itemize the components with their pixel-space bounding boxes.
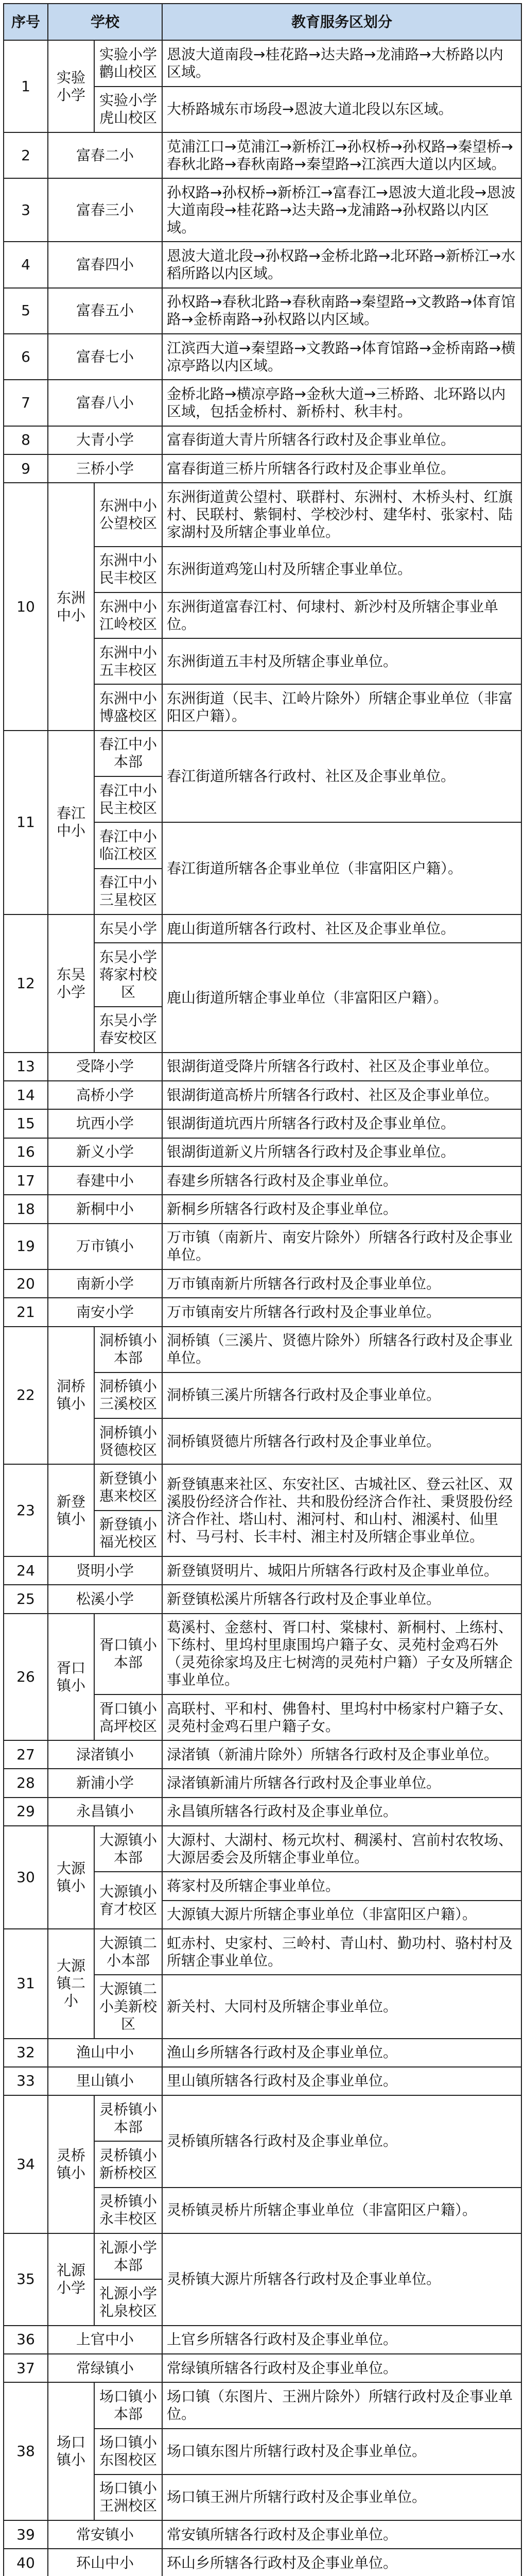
table-row	[4, 2382, 521, 2428]
row-seq: 31	[4, 1929, 48, 2039]
row-seq: 35	[4, 2233, 48, 2326]
campus-name: 东洲中小五丰校区	[94, 638, 162, 684]
service-area: 万市镇南新片所辖各行政村及企事业单位。	[162, 1269, 521, 1298]
table-row	[4, 1614, 521, 1694]
campus-name: 胥口镇小高坪校区	[94, 1694, 162, 1740]
table-row	[4, 2067, 521, 2095]
row-seq: 14	[4, 1081, 48, 1109]
school-name: 富春五小	[48, 288, 162, 334]
campus-name: 春江中小临江校区	[94, 822, 162, 868]
header-area: 教育服务区划分	[162, 4, 521, 40]
service-area: 新登镇贤明片、城阳片所辖各行政村及企事业单位。	[162, 1556, 521, 1585]
service-area: 常绿镇所辖各行政村及企事业单位。	[162, 2354, 521, 2382]
row-seq: 6	[4, 334, 48, 380]
service-area: 大桥路城东市场段→恩波大道北段以东区域。	[162, 87, 521, 132]
table-row	[4, 1053, 521, 1081]
school-name: 渌渚镇小	[48, 1740, 162, 1769]
school-name: 三桥小学	[48, 454, 162, 483]
school-name: 南新小学	[48, 1269, 162, 1298]
campus-name: 东洲中小博盛校区	[94, 684, 162, 730]
campus-name: 新登镇小福光校区	[94, 1511, 162, 1556]
table-row	[4, 454, 521, 483]
service-area: 春建乡所辖各行政村及企事业单位。	[162, 1166, 521, 1195]
row-seq: 16	[4, 1138, 48, 1166]
service-area: 孙权路→孙权桥→新桥江→富春江→恩波大道北段→恩波大道南段→桂花路→达夫路→龙浦路→孙权路以内区域。	[162, 178, 521, 242]
table-row	[4, 1138, 521, 1166]
table-row	[4, 1224, 521, 1269]
service-area: 鹿山街道所辖各行政村、社区及企事业单位。	[162, 914, 521, 943]
campus-name: 礼源小学礼泉校区	[94, 2279, 162, 2325]
service-area: 银湖街道坑西片所辖各行政村及企事业单位。	[162, 1109, 521, 1138]
school-name: 大源镇小	[48, 1826, 94, 1929]
table-row	[4, 1109, 521, 1138]
row-seq: 25	[4, 1585, 48, 1613]
table-row	[4, 2095, 521, 2141]
school-name: 渔山中小	[48, 2039, 162, 2067]
row-seq: 29	[4, 1798, 48, 1826]
school-name: 春建中小	[48, 1166, 162, 1195]
school-name: 实验小学	[48, 40, 94, 132]
service-area: 东洲街道黄公望村、联群村、东洲村、木桥头村、红旗村、民联村、紫铜村、学校沙村、建华村、张家村、陆家湖村及所辖企事业单位。	[162, 483, 521, 546]
school-name: 上官中小	[48, 2326, 162, 2354]
row-seq: 7	[4, 380, 48, 426]
service-area: 新关村、大同村及所辖企事业单位。	[162, 1975, 521, 2038]
row-seq: 18	[4, 1195, 48, 1223]
row-seq: 10	[4, 483, 48, 730]
table-row	[4, 914, 521, 943]
campus-name: 东吴小学春安校区	[94, 1007, 162, 1053]
service-area: 高联村、平和村、佛鲁村、里坞村中杨家村户籍子女、灵苑村金鸡石里户籍子女。	[162, 1694, 521, 1740]
service-area: 东洲街道五丰村及所辖企事业单位。	[162, 638, 521, 684]
school-name: 环山中小	[48, 2549, 162, 2576]
table-row	[4, 2039, 521, 2067]
table-row	[4, 380, 521, 426]
table-row	[4, 178, 521, 242]
service-area: 江滨西大道→秦望路→文教路→体育馆路→金桥南路→横凉亭路以内区域。	[162, 334, 521, 380]
campus-name: 大源镇二小本部	[94, 1929, 162, 1975]
table-row	[4, 242, 521, 287]
service-area: 里山镇所辖各行政村及企事业单位。	[162, 2067, 521, 2095]
service-area: 新桐乡所辖各行政村及企事业单位。	[162, 1195, 521, 1223]
service-area: 上官乡所辖各行政村及企事业单位。	[162, 2326, 521, 2354]
school-name: 常安镇小	[48, 2520, 162, 2549]
school-name: 常绿镇小	[48, 2354, 162, 2382]
table-body	[4, 40, 521, 2576]
row-seq: 36	[4, 2326, 48, 2354]
service-area: 洞桥镇（三溪片、贤德片除外）所辖各行政村及企事业单位。	[162, 1327, 521, 1372]
row-seq: 8	[4, 426, 48, 454]
school-district-table-container	[3, 3, 521, 2576]
school-name: 里山镇小	[48, 2067, 162, 2095]
service-area: 东洲街道（民丰、江岭片除外）所辖企事业单位（非富阳区户籍）。	[162, 684, 521, 730]
school-name: 富春七小	[48, 334, 162, 380]
service-area: 洞桥镇贤德片所辖各行政村及企事业单位。	[162, 1418, 521, 1464]
row-seq: 19	[4, 1224, 48, 1269]
school-name: 新义小学	[48, 1138, 162, 1166]
campus-name: 实验小学鹳山校区	[94, 40, 162, 86]
service-area: 金桥北路→横凉亭路→金秋大道→三桥路、北环路以内区域，包括金桥村、新桥村、秋丰村。	[162, 380, 521, 426]
service-area: 虹赤村、史家村、三岭村、青山村、勤功村、骆村村及所辖企事业单位。	[162, 1929, 521, 1975]
table-row	[4, 1464, 521, 1510]
service-area: 永昌镇所辖各行政村及企事业单位。	[162, 1798, 521, 1826]
service-area: 鹿山街道所辖企事业单位（非富阳区户籍）。	[162, 943, 521, 1053]
campus-name: 场口镇小本部	[94, 2382, 162, 2428]
service-area: 新登镇惠来社区、东安社区、古城社区、登云社区、双溪股份经济合作社、共和股份经济合作社、秉贤股份经济合作社、塔山村、湘河村、和山村、湘溪村、仙里村、马弓村、长丰村、湘主村及所辖企事业单位。	[162, 1464, 521, 1556]
row-seq: 4	[4, 242, 48, 287]
service-area: 场口镇（东图片、王洲片除外）所辖行政村及企事业单位。	[162, 2382, 521, 2428]
school-name: 南安小学	[48, 1298, 162, 1326]
service-area: 东洲街道富春江村、何埭村、新沙村及所辖企事业单位。	[162, 592, 521, 638]
row-seq: 3	[4, 178, 48, 242]
service-area: 蒋家村及所辖企事业单位。	[162, 1872, 521, 1900]
row-seq: 39	[4, 2520, 48, 2549]
service-area: 场口镇王洲片所辖行政村及企事业单位。	[162, 2475, 521, 2520]
school-name: 礼源小学	[48, 2233, 94, 2326]
table-row	[4, 288, 521, 334]
campus-name: 灵桥镇小本部	[94, 2095, 162, 2141]
school-name: 松溪小学	[48, 1585, 162, 1613]
row-seq: 37	[4, 2354, 48, 2382]
row-seq: 26	[4, 1614, 48, 1741]
service-area: 春江街道所辖各行政村、社区及企事业单位。	[162, 731, 521, 823]
table-row	[4, 2520, 521, 2549]
service-area: 灵桥镇所辖各行政村及企事业单位。	[162, 2095, 521, 2188]
table-row	[4, 1769, 521, 1797]
table-row	[4, 483, 521, 546]
row-seq: 21	[4, 1298, 48, 1326]
row-seq: 11	[4, 731, 48, 914]
school-name: 永昌镇小	[48, 1798, 162, 1826]
service-area: 孙权路→春秋北路→春秋南路→秦望路→文教路→体育馆路→金桥南路→孙权路以内区域。	[162, 288, 521, 334]
campus-name: 春江中小本部	[94, 731, 162, 776]
campus-name: 东洲中小江岭校区	[94, 592, 162, 638]
campus-name: 大源镇小育才校区	[94, 1872, 162, 1929]
school-name: 大源镇二小	[48, 1929, 94, 2039]
service-area: 渌渚镇（新浦片除外）所辖各行政村及企事业单位。	[162, 1740, 521, 1769]
school-name: 洞桥镇小	[48, 1327, 94, 1465]
school-name: 东吴小学	[48, 914, 94, 1053]
header-seq: 序号	[4, 4, 48, 40]
campus-name: 东洲中小民丰校区	[94, 547, 162, 592]
header-school: 学校	[48, 4, 162, 40]
row-seq: 17	[4, 1166, 48, 1195]
row-seq: 32	[4, 2039, 48, 2067]
service-area: 灵桥镇大源片所辖各行政村及企事业单位。	[162, 2233, 521, 2326]
campus-name: 洞桥镇小本部	[94, 1327, 162, 1372]
row-seq: 23	[4, 1464, 48, 1556]
campus-name: 灵桥镇小新桥校区	[94, 2141, 162, 2187]
row-seq: 9	[4, 454, 48, 483]
service-area: 葛溪村、金慈村、胥口村、棠棣村、新桐村、上练村、下练村、里坞村里康围坞户籍子女、灵苑村金鸡石外（灵苑徐家坞及庄七树湾的灵苑村户籍）子女及所辖企事业单位。	[162, 1614, 521, 1694]
service-area: 新登镇松溪片所辖各行政村及企事业单位。	[162, 1585, 521, 1613]
table-row	[4, 334, 521, 380]
service-area: 渌渚镇新浦片所辖各行政村及企事业单位。	[162, 1769, 521, 1797]
table-row	[4, 2326, 521, 2354]
school-name: 富春三小	[48, 178, 162, 242]
service-area: 恩波大道南段→桂花路→达夫路→龙浦路→大桥路以内区域。	[162, 40, 521, 86]
service-area: 万市镇（南新片、南安片除外）所辖各行政村及企事业单位。	[162, 1224, 521, 1269]
table-row	[4, 1269, 521, 1298]
school-name: 受降小学	[48, 1053, 162, 1081]
row-seq: 20	[4, 1269, 48, 1298]
table-row	[4, 426, 521, 454]
table-row	[4, 2233, 521, 2279]
school-name: 富春二小	[48, 132, 162, 178]
campus-name: 洞桥镇小贤德校区	[94, 1418, 162, 1464]
campus-name: 新登镇小惠来校区	[94, 1464, 162, 1510]
table-row	[4, 2354, 521, 2382]
school-district-table	[3, 3, 522, 2576]
row-seq: 22	[4, 1327, 48, 1465]
campus-name: 场口镇小东图校区	[94, 2429, 162, 2475]
campus-name: 大源镇小本部	[94, 1826, 162, 1872]
campus-name: 洞桥镇小三溪校区	[94, 1372, 162, 1418]
campus-name: 东洲中小公望校区	[94, 483, 162, 546]
table-row	[4, 1929, 521, 1975]
table-row	[4, 2549, 521, 2576]
campus-name: 灵桥镇小永丰校区	[94, 2188, 162, 2233]
table-row	[4, 1556, 521, 1585]
school-name: 贤明小学	[48, 1556, 162, 1585]
service-area: 东洲街道鸡笼山村及所辖企事业单位。	[162, 547, 521, 592]
row-seq: 38	[4, 2382, 48, 2520]
service-area: 富春街道三桥片所辖各行政村及企事业单位。	[162, 454, 521, 483]
school-name: 春江中小	[48, 731, 94, 914]
table-row	[4, 1195, 521, 1223]
school-name: 场口镇小	[48, 2382, 94, 2520]
campus-name: 东吴小学	[94, 914, 162, 943]
row-seq: 12	[4, 914, 48, 1053]
table-row	[4, 1740, 521, 1769]
campus-name: 礼源小学本部	[94, 2233, 162, 2279]
row-seq: 34	[4, 2095, 48, 2233]
service-area: 洞桥镇三溪片所辖各行政村及企事业单位。	[162, 1372, 521, 1418]
campus-name: 春江中小民主校区	[94, 776, 162, 822]
campus-name: 东吴小学蒋家村校区	[94, 943, 162, 1006]
service-area: 苋浦江口→苋浦江→新桥江→孙权桥→孙权路→秦望桥→春秋北路→春秋南路→秦望路→江滨西大道以内区域。	[162, 132, 521, 178]
service-area: 环山乡所辖各行政村及企事业单位。	[162, 2549, 521, 2576]
table-row	[4, 1327, 521, 1372]
school-name: 东洲中小	[48, 483, 94, 730]
service-area: 富春街道大青片所辖各行政村及企事业单位。	[162, 426, 521, 454]
row-seq: 13	[4, 1053, 48, 1081]
service-area: 银湖街道新义片所辖各行政村及企事业单位。	[162, 1138, 521, 1166]
row-seq: 28	[4, 1769, 48, 1797]
service-area: 春江街道所辖各企事业单位（非富阳区户籍）。	[162, 822, 521, 914]
service-area: 大源镇大源片所辖企事业单位（非富阳区户籍）。	[162, 1901, 521, 1929]
service-area: 恩波大道北段→孙权路→金桥北路→北环路→新桥江→水稻所路以内区域。	[162, 242, 521, 287]
row-seq: 27	[4, 1740, 48, 1769]
table-row	[4, 731, 521, 776]
table-row	[4, 40, 521, 86]
service-area: 场口镇东图片所辖行政村及企事业单位。	[162, 2429, 521, 2475]
campus-name: 春江中小三星校区	[94, 869, 162, 914]
school-name: 万市镇小	[48, 1224, 162, 1269]
service-area: 万市镇南安片所辖各行政村及企事业单位。	[162, 1298, 521, 1326]
service-area: 常安镇所辖各行政村及企事业单位。	[162, 2520, 521, 2549]
campus-name: 实验小学虎山校区	[94, 87, 162, 132]
table-row	[4, 1298, 521, 1326]
service-area: 渔山乡所辖各行政村及企事业单位。	[162, 2039, 521, 2067]
campus-name: 胥口镇小本部	[94, 1614, 162, 1694]
row-seq: 2	[4, 132, 48, 178]
table-row	[4, 1081, 521, 1109]
service-area: 大源村、大湖村、杨元坎村、稠溪村、宫前村农牧场、大源居委会及所辖企事业单位。	[162, 1826, 521, 1872]
table-row	[4, 132, 521, 178]
school-name: 富春八小	[48, 380, 162, 426]
row-seq: 1	[4, 40, 48, 132]
table-row	[4, 1798, 521, 1826]
row-seq: 40	[4, 2549, 48, 2576]
school-name: 新桐中小	[48, 1195, 162, 1223]
campus-name: 大源镇二小美新校区	[94, 1975, 162, 2038]
table-header-row	[4, 4, 521, 40]
table-row	[4, 1166, 521, 1195]
school-name: 坑西小学	[48, 1109, 162, 1138]
row-seq: 33	[4, 2067, 48, 2095]
row-seq: 5	[4, 288, 48, 334]
school-name: 新登镇小	[48, 1464, 94, 1556]
school-name: 富春四小	[48, 242, 162, 287]
school-name: 灵桥镇小	[48, 2095, 94, 2233]
table-row	[4, 1585, 521, 1613]
row-seq: 24	[4, 1556, 48, 1585]
service-area: 灵桥镇灵桥片所辖企事业单位（非富阳区户籍）。	[162, 2188, 521, 2233]
school-name: 胥口镇小	[48, 1614, 94, 1741]
row-seq: 15	[4, 1109, 48, 1138]
school-name: 高桥小学	[48, 1081, 162, 1109]
school-name: 大青小学	[48, 426, 162, 454]
service-area: 银湖街道高桥片所辖各行政村、社区及企事业单位。	[162, 1081, 521, 1109]
table-row	[4, 1826, 521, 1872]
row-seq: 30	[4, 1826, 48, 1929]
campus-name: 场口镇小王洲校区	[94, 2475, 162, 2520]
school-name: 新浦小学	[48, 1769, 162, 1797]
service-area: 银湖街道受降片所辖各行政村、社区及企事业单位。	[162, 1053, 521, 1081]
